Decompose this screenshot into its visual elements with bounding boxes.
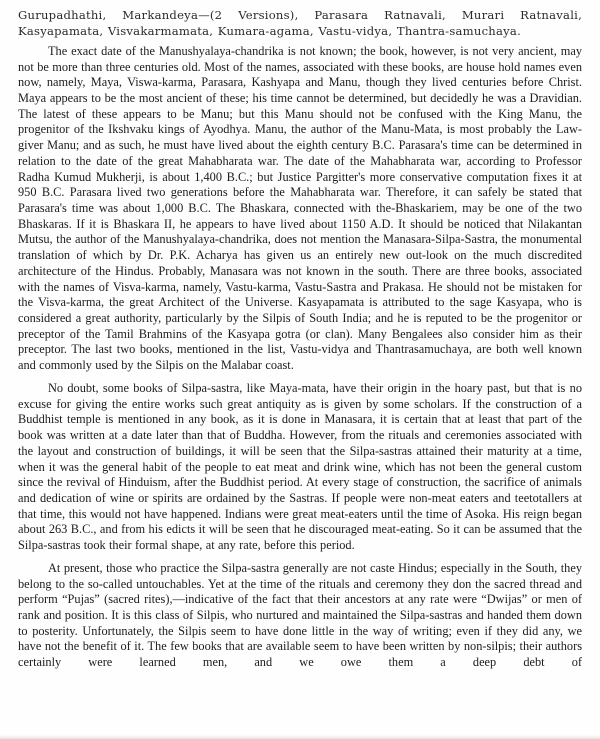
page-text-column <box>18 7 582 671</box>
booklist-continuation-line: Gurupadhathi, Markandeya—(2 Versions), Parasara Ratnavali, Murari Ratnavali, Kasyapamata, Visvakarmamata, Kumara-agama, Vastu-vidya, Thantra-samuchaya. <box>18 8 582 39</box>
paragraph-3: At present, those who practice the Silpa-sastra generally are not caste Hindus; especially in the South, they belong to the so-called untouchables. Yet at the time of the rituals and ceremony they don the sacred thread and perform “Pujas” (sacred rites),—indicative of the fact that their ancestors at any rate were “Dwijas” or men of rank and position. It is this class of Silpis, who nurtured and maintained the Silpa-sastras and handed them down to posterity. Unfortunately, the Silpis seem to have done little in the way of writing; even if they did any, we have not the benefit of it. The few books that are available seem to have been written by non-silpis; their authors certainly were learned men, and we owe them a deep debt of <box>18 560 582 670</box>
page-bottom-shadow <box>0 735 600 738</box>
paragraph-1: The exact date of the Manushyalaya-chandrika is not known; the book, however, is not very ancient, may not be more than three centuries old. Most of the names, associated with these books, are house hold names even now, namely, Maya, Viswa-karma, Parasara, Kashyapa and Manu, though they lived centuries before Christ. Maya appears to be the most ancient of these; his time cannot be determined, but decidedly he was a Dravidian. The latest of these appears to be Manu; but this Manu should not be confused with the King Manu, the progenitor of the Ikshvaku kings of Ayodhya. Manu, the author of the Manu-Mata, is most probably the Law-giver Manu; and as such, he must have lived about the eighth century B.C. Parasara's time can be determined in relation to the date of the great Mahabharata war. The date of the Mahabharata war, according to Professor Radha Kumud Mukherji, is about 1,400 B.C.; but Justice Pargitter's more conservative computation fixes it at 950 B.C. Parasara lived two generations before the Mahabharata war. Therefore, it can safely be stated that Parasara's time was about 1,000 B.C. The Bhaskara, connected with the-Bhaskariem, may be one of the two Bhaskaras. If it is Bhaskara II, he appears to have lived about 1150 A.D. It should be noticed that Nilakantan Mutsu, the author of the Manushyalaya-chandrika, does not mention the Manasara-Silpa-Sastra, the monumental translation of which by Dr. P.K. Acharya has given us an entirely new out-look on the much discredited architecture of the Hindus. Probably, Manasara was not known in the south. There are three books, associated with the names of Visva-karma, namely, Vastu-karma, Vastu-Sastra and Prakasa. He should not be mistaken for the Visva-karma, the great Architect of the Universe. Kasyapamata is attributed to the sage Kasyapa, who is considered a great authority, particularly by the Silpis of South India; and he is reputed to be the progenitor or preceptor of the Tamil Brahmins of the Kasyapa gotra (or clan). Many Bengalees also consider him as their preceptor. The last two books, mentioned in the list, Vastu-vidya and Thantrasamuchaya, are both well known and commonly used by the Silpis on the Malabar coast. <box>18 43 582 373</box>
paragraph-2: No doubt, some books of Silpa-sastra, like Maya-mata, have their origin in the hoary past, but that is no excuse for giving the entire works such great antiquity as is given by some scholars. If the construction of a Buddhist temple is mentioned in any book, as it is done in Manasara, it is certain that at least that part of the book was written at a date later than that of Buddha. However, from the rituals and ceremonies associated with the layout and construction of buildings, it will be seen that the Silpa-sastras attained their maturity at a time, when it was the general habit of the people to eat meat and drink wine, which has not been the general custom since the revival of Hinduism, after the Buddhist period. At every stage of construction, the sacrifice of animals and dedication of wine or spirits are ordained by the Sastras. If people were non-meat eaters and teetotallers at that time, this would not have happened. Indians were great meat-eaters until the time of Asoka. His reign began about 263 B.C., and from his edicts it will be seen that he discouraged meat-eating. So it can be assumed that the Silpa-sastras took their formal shape, at any rate, before this period. <box>18 380 582 553</box>
